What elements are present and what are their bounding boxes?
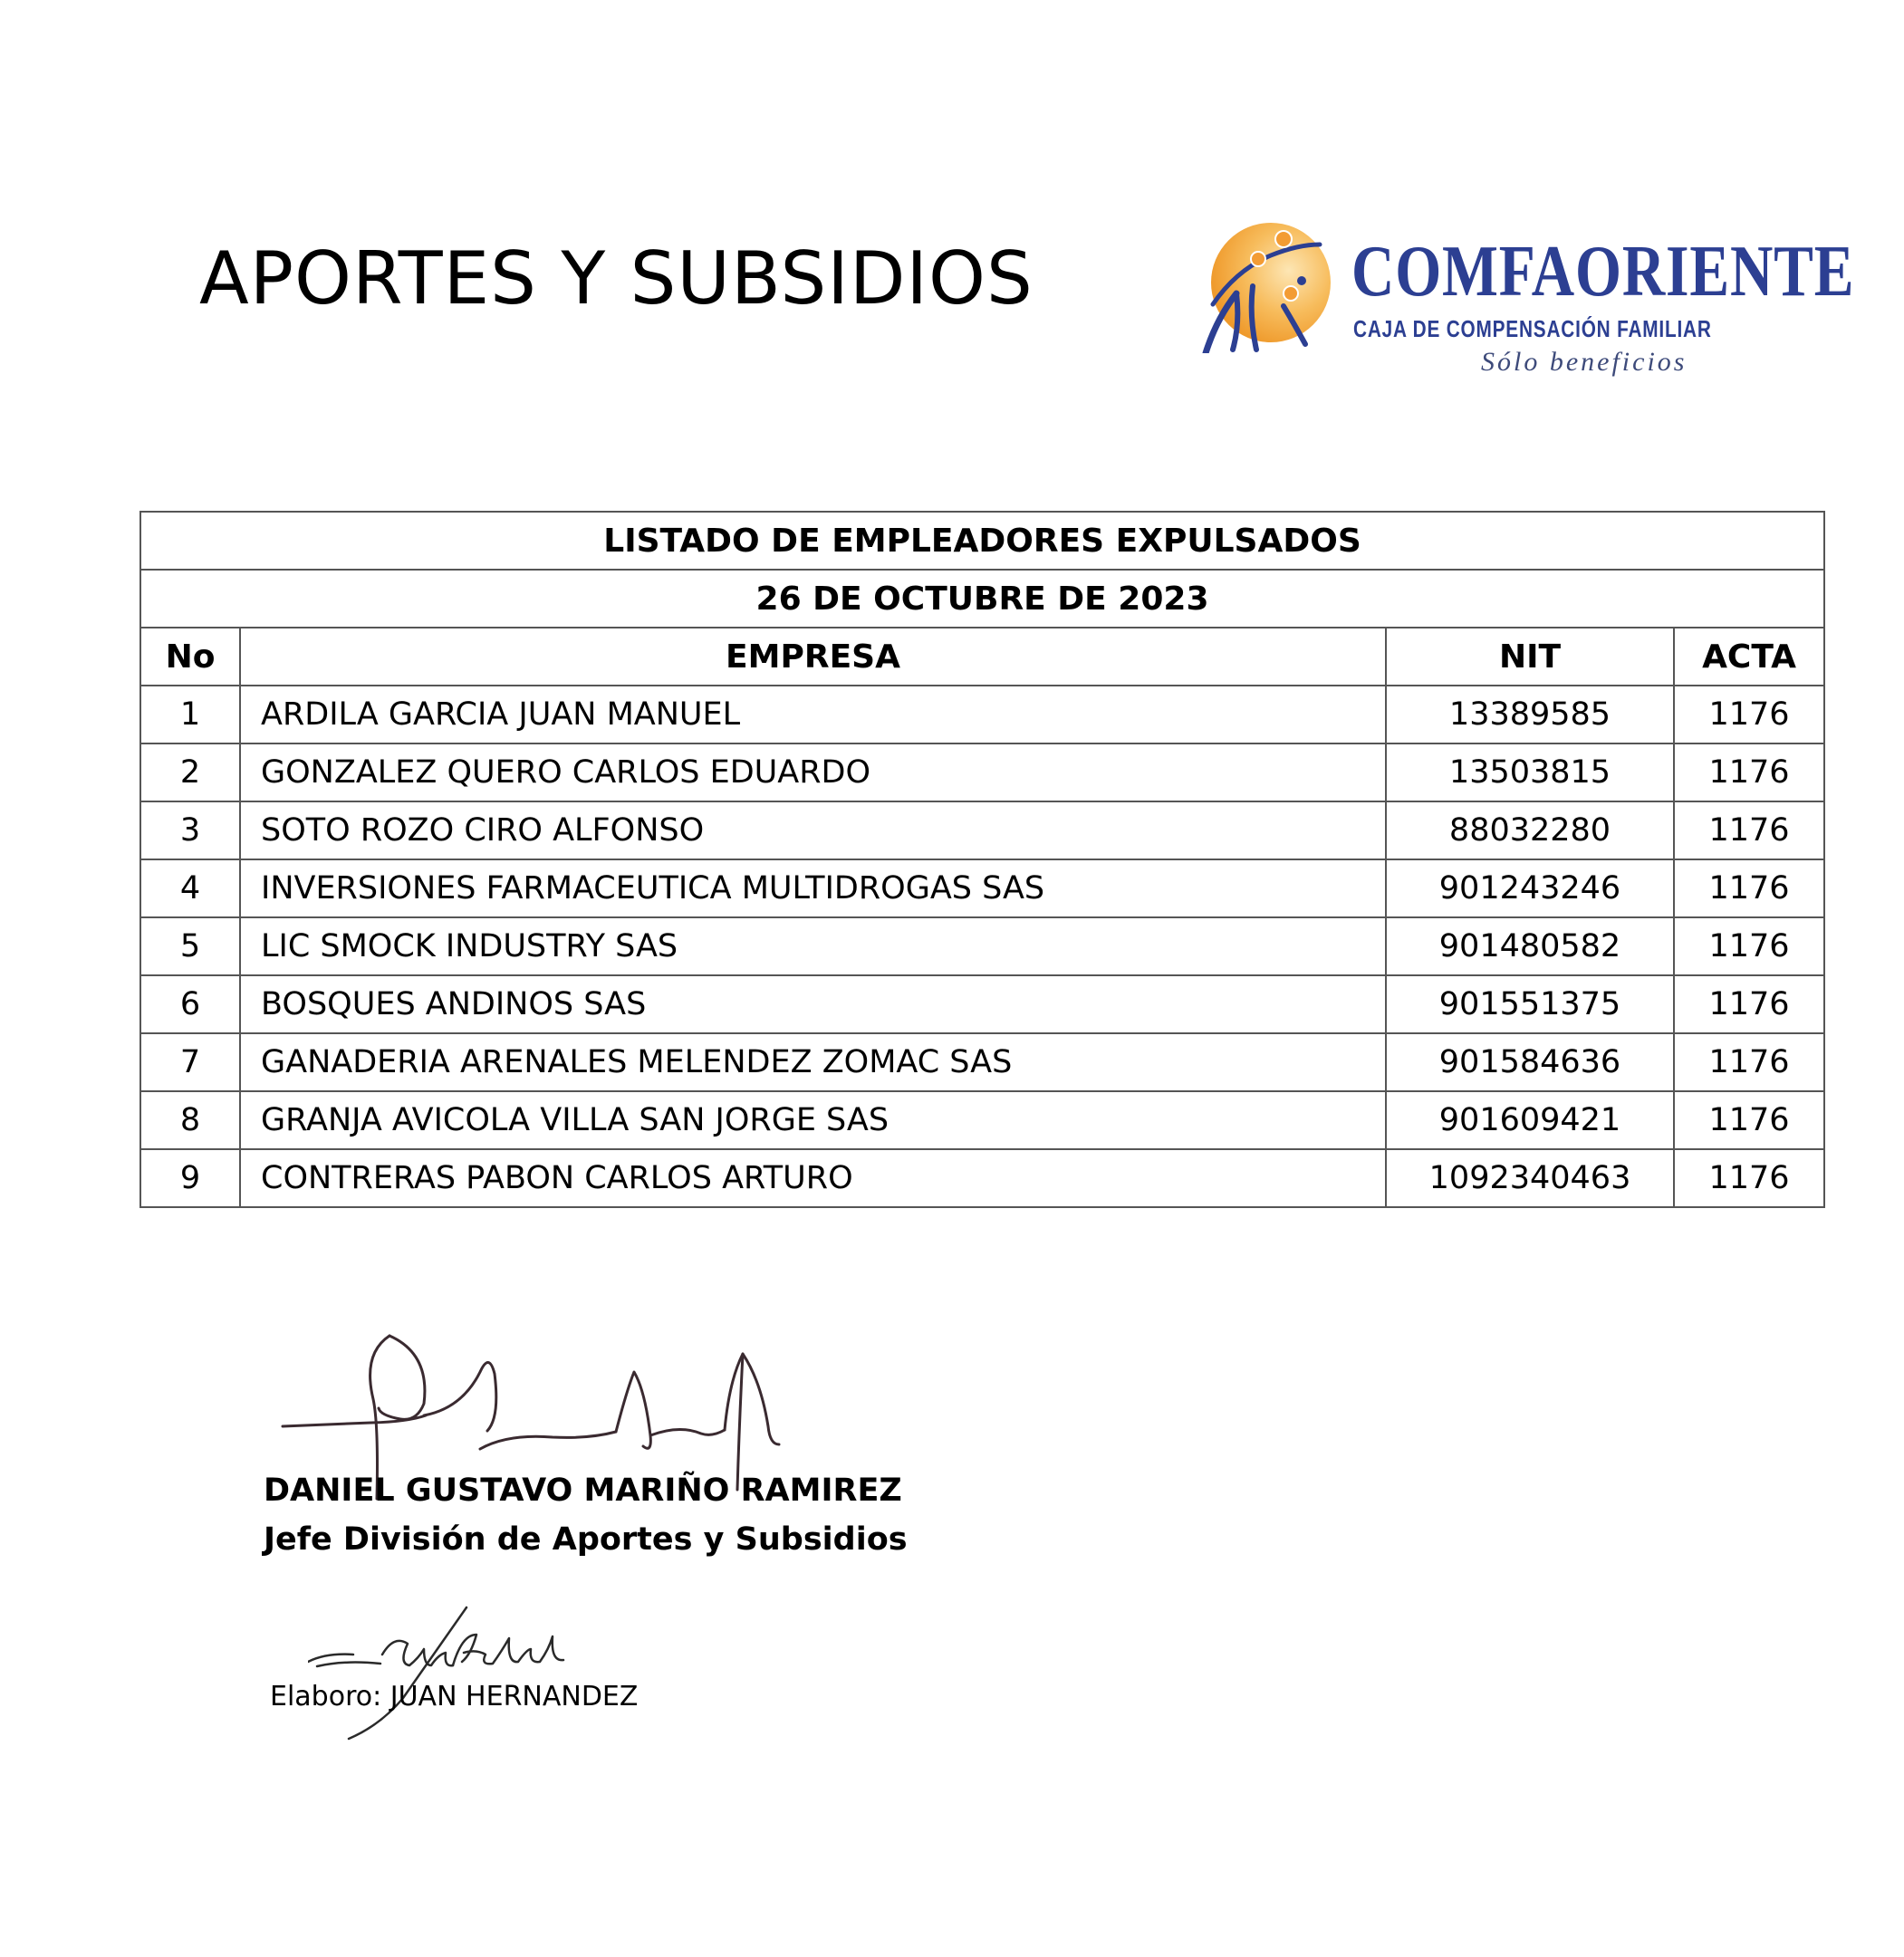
- row-empresa: GONZALEZ QUERO CARLOS EDUARDO: [240, 743, 1386, 801]
- row-number: 5: [140, 917, 240, 975]
- logo-slogan: Sólo beneficios: [1481, 347, 1688, 377]
- signer-name: DANIEL GUSTAVO MARIÑO RAMIREZ: [264, 1473, 902, 1509]
- logo-tagline: CAJA DE COMPENSACIÓN FAMILIAR: [1353, 315, 1712, 342]
- table-title: LISTADO DE EMPLEADORES EXPULSADOS: [140, 512, 1824, 570]
- row-number: 8: [140, 1091, 240, 1149]
- table-row: [140, 1033, 1824, 1091]
- row-number: 3: [140, 801, 240, 859]
- row-acta: 1176: [1674, 686, 1824, 743]
- table-row: [140, 686, 1824, 743]
- row-empresa: INVERSIONES FARMACEUTICA MULTIDROGAS SAS: [240, 859, 1386, 917]
- row-empresa: ARDILA GARCIA JUAN MANUEL: [240, 686, 1386, 743]
- row-acta: 1176: [1674, 801, 1824, 859]
- row-acta: 1176: [1674, 1149, 1824, 1207]
- row-number: 4: [140, 859, 240, 917]
- table-row: [140, 917, 1824, 975]
- row-number: 1: [140, 686, 240, 743]
- row-acta: 1176: [1674, 743, 1824, 801]
- row-empresa: GANADERIA ARENALES MELENDEZ ZOMAC SAS: [240, 1033, 1386, 1091]
- row-number: 2: [140, 743, 240, 801]
- table-date: 26 DE OCTUBRE DE 2023: [140, 570, 1824, 628]
- family-logo-icon: [1200, 217, 1332, 353]
- table-row: [140, 801, 1824, 859]
- comfaoriente-logo: [1200, 217, 1855, 385]
- employers-table: [139, 511, 1825, 1208]
- prepared-by: Elaboro: JUAN HERNANDEZ: [270, 1681, 639, 1712]
- row-empresa: SOTO ROZO CIRO ALFONSO: [240, 801, 1386, 859]
- row-nit: 13389585: [1386, 686, 1674, 743]
- row-nit: 901609421: [1386, 1091, 1674, 1149]
- row-nit: 901584636: [1386, 1033, 1674, 1091]
- row-acta: 1176: [1674, 975, 1824, 1033]
- row-empresa: LIC SMOCK INDUSTRY SAS: [240, 917, 1386, 975]
- row-acta: 1176: [1674, 917, 1824, 975]
- row-empresa: CONTRERAS PABON CARLOS ARTURO: [240, 1149, 1386, 1207]
- table-row: [140, 743, 1824, 801]
- row-nit: 1092340463: [1386, 1149, 1674, 1207]
- row-nit: 901243246: [1386, 859, 1674, 917]
- handwritten-name: Juan Gabriel.: [516, 1669, 523, 1670]
- row-number: 6: [140, 975, 240, 1033]
- row-number: 9: [140, 1149, 240, 1207]
- table-row: [140, 859, 1824, 917]
- column-header-no: No: [140, 628, 240, 686]
- row-nit: 13503815: [1386, 743, 1674, 801]
- row-acta: 1176: [1674, 859, 1824, 917]
- signature-juan-hernandez: [308, 1598, 607, 1743]
- signer-role: Jefe División de Aportes y Subsidios: [264, 1521, 908, 1558]
- logo-name: COMFAORIENTE: [1351, 232, 1855, 312]
- table-row: [140, 975, 1824, 1033]
- column-header-empresa: EMPRESA: [240, 628, 1386, 686]
- page-title: APORTES Y SUBSIDIOS: [199, 236, 1034, 321]
- column-header-acta: ACTA: [1674, 628, 1824, 686]
- row-empresa: GRANJA AVICOLA VILLA SAN JORGE SAS: [240, 1091, 1386, 1149]
- column-header-nit: NIT: [1386, 628, 1674, 686]
- table-row: [140, 1091, 1824, 1149]
- row-empresa: BOSQUES ANDINOS SAS: [240, 975, 1386, 1033]
- row-number: 7: [140, 1033, 240, 1091]
- row-acta: 1176: [1674, 1033, 1824, 1091]
- row-acta: 1176: [1674, 1091, 1824, 1149]
- row-nit: 901551375: [1386, 975, 1674, 1033]
- row-nit: 901480582: [1386, 917, 1674, 975]
- row-nit: 88032280: [1386, 801, 1674, 859]
- table-row: [140, 1149, 1824, 1207]
